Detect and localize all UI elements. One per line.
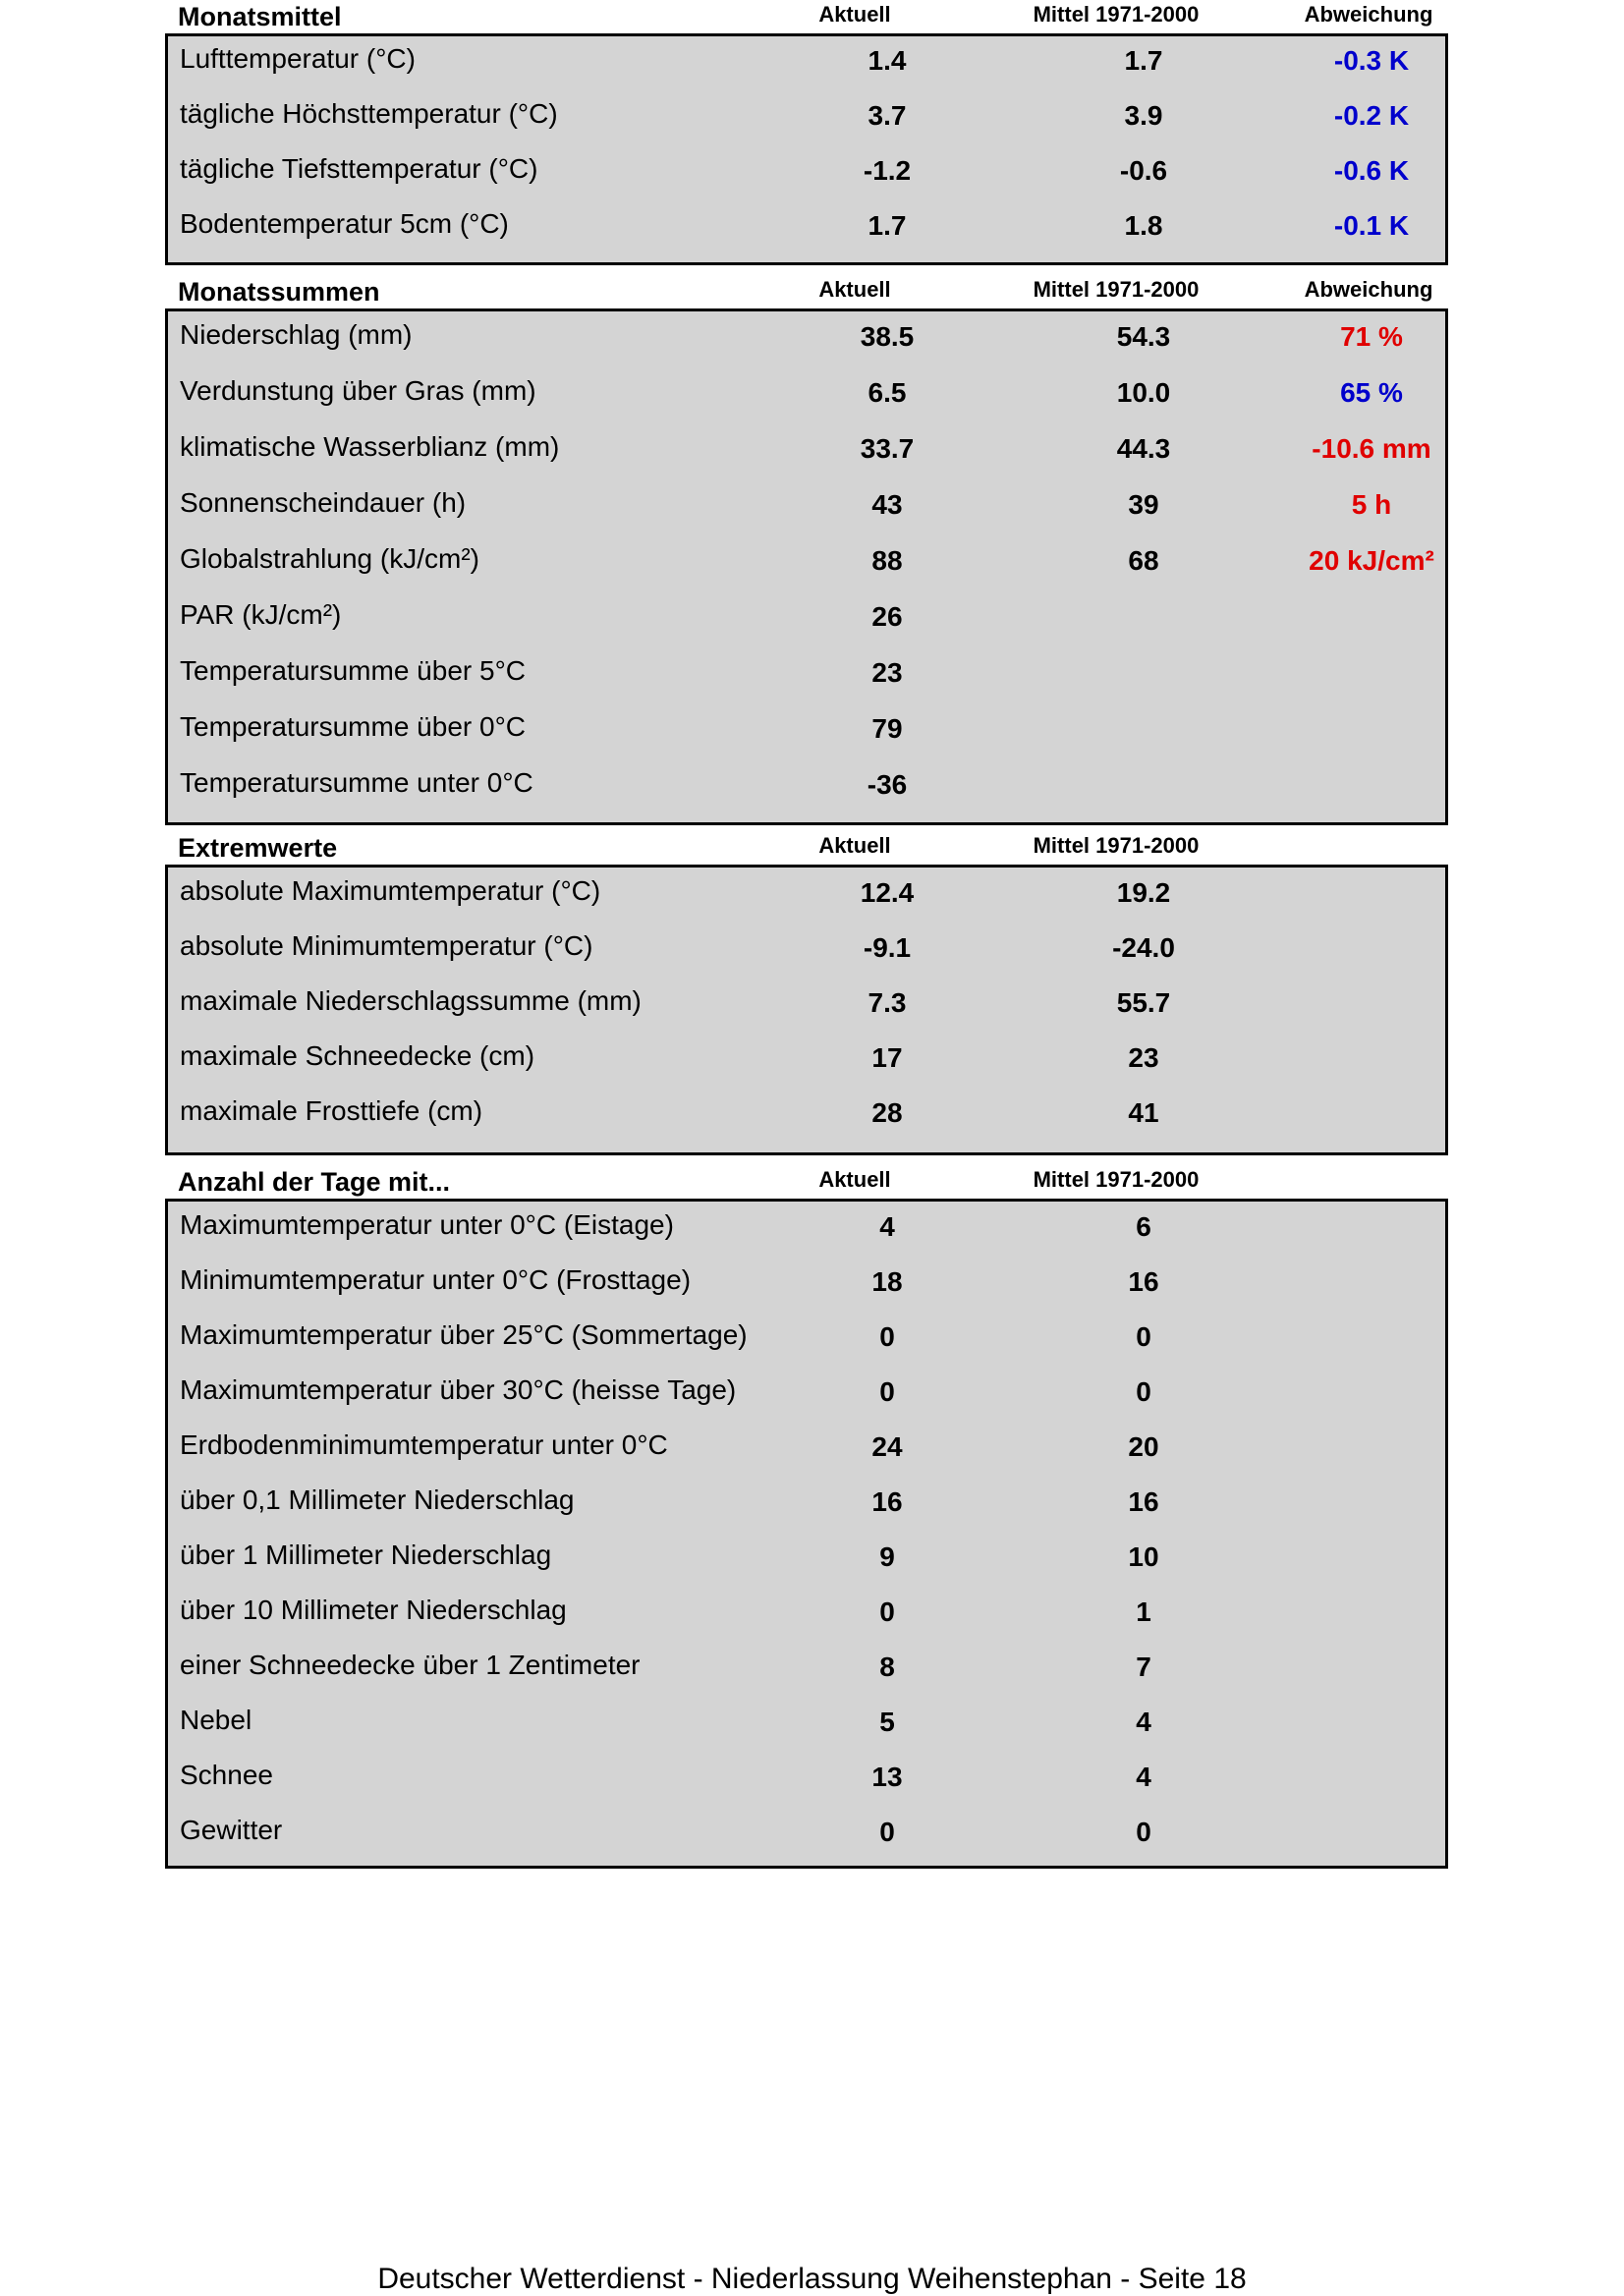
value-abweichung: 5 h bbox=[1351, 489, 1392, 520]
row-label: Globalstrahlung (kJ/cm²) bbox=[180, 543, 479, 574]
column-header-mittel: Mittel 1971-2000 bbox=[1033, 277, 1200, 302]
section-header bbox=[165, 831, 1448, 865]
value-abweichung: 20 kJ/cm² bbox=[1309, 545, 1434, 576]
table-row bbox=[168, 1540, 1445, 1595]
value-aktuell: 33.7 bbox=[860, 433, 915, 464]
table-row bbox=[168, 1374, 1445, 1429]
value-aktuell: 0 bbox=[879, 1596, 895, 1627]
table-row bbox=[168, 1040, 1445, 1095]
value-mittel: 19.2 bbox=[1116, 877, 1171, 908]
value-aktuell: 1.7 bbox=[868, 210, 907, 241]
table-row bbox=[168, 208, 1445, 263]
section-title: Monatsmittel bbox=[178, 2, 342, 31]
value-aktuell: 0 bbox=[879, 1321, 895, 1352]
row-label: Schnee bbox=[180, 1760, 273, 1790]
value-mittel: 3.9 bbox=[1124, 100, 1163, 131]
section-monatssummen bbox=[165, 275, 1448, 825]
table-row bbox=[168, 599, 1445, 655]
value-mittel: 0 bbox=[1136, 1321, 1151, 1352]
section-monatsmittel bbox=[165, 0, 1448, 265]
value-mittel: 6 bbox=[1136, 1211, 1151, 1242]
value-abweichung: -10.6 mm bbox=[1312, 433, 1431, 464]
data-box bbox=[165, 865, 1448, 1155]
value-aktuell: 23 bbox=[871, 657, 903, 688]
value-aktuell: 26 bbox=[871, 601, 903, 632]
column-header-mittel: Mittel 1971-2000 bbox=[1033, 1167, 1200, 1192]
value-mittel: 1.7 bbox=[1124, 45, 1163, 76]
table-row bbox=[168, 431, 1445, 487]
table-row bbox=[168, 153, 1445, 208]
column-header-aktuell: Aktuell bbox=[818, 2, 891, 27]
data-box bbox=[165, 33, 1448, 265]
table-row bbox=[168, 1429, 1445, 1484]
row-label: Maximumtemperatur unter 0°C (Eistage) bbox=[180, 1209, 674, 1240]
value-mittel: 39 bbox=[1128, 489, 1159, 520]
column-header-abweichung: Abweichung bbox=[1304, 2, 1433, 27]
table-row bbox=[168, 1209, 1445, 1264]
value-aktuell: 8 bbox=[879, 1652, 895, 1682]
table-row bbox=[168, 98, 1445, 153]
data-box bbox=[165, 1199, 1448, 1869]
column-header-aktuell: Aktuell bbox=[818, 1167, 891, 1192]
value-aktuell: 6.5 bbox=[868, 377, 907, 408]
value-aktuell: 43 bbox=[871, 489, 903, 520]
value-mittel: 41 bbox=[1128, 1097, 1159, 1128]
value-abweichung: -0.6 K bbox=[1333, 155, 1410, 186]
section-header bbox=[165, 1165, 1448, 1199]
section-extremwerte bbox=[165, 831, 1448, 1155]
row-label: über 10 Millimeter Niederschlag bbox=[180, 1595, 567, 1625]
table-row bbox=[168, 767, 1445, 823]
value-aktuell: 9 bbox=[879, 1541, 895, 1572]
row-label: Maximumtemperatur über 30°C (heisse Tage) bbox=[180, 1374, 737, 1405]
value-aktuell: 3.7 bbox=[868, 100, 907, 131]
value-mittel: 1 bbox=[1136, 1596, 1151, 1627]
table-row bbox=[168, 1760, 1445, 1815]
row-label: über 1 Millimeter Niederschlag bbox=[180, 1540, 552, 1570]
value-mittel: 16 bbox=[1128, 1486, 1159, 1517]
section-header bbox=[165, 0, 1448, 33]
value-mittel: 68 bbox=[1128, 545, 1159, 576]
value-mittel: 44.3 bbox=[1116, 433, 1171, 464]
section-anzahl-tage bbox=[165, 1165, 1448, 1869]
value-mittel: 4 bbox=[1136, 1707, 1151, 1737]
section-title: Anzahl der Tage mit... bbox=[178, 1167, 451, 1197]
row-label: tägliche Höchsttemperatur (°C) bbox=[180, 98, 558, 129]
row-label: maximale Schneedecke (cm) bbox=[180, 1040, 535, 1071]
row-label: absolute Minimumtemperatur (°C) bbox=[180, 930, 593, 961]
value-mittel: 1.8 bbox=[1124, 210, 1163, 241]
value-mittel: 23 bbox=[1128, 1042, 1159, 1073]
value-mittel: -0.6 bbox=[1119, 155, 1168, 186]
value-abweichung: -0.3 K bbox=[1333, 45, 1410, 76]
table-row bbox=[168, 1095, 1445, 1150]
table-row bbox=[168, 875, 1445, 930]
value-mittel: 20 bbox=[1128, 1431, 1159, 1462]
value-aktuell: 7.3 bbox=[868, 987, 907, 1018]
value-aktuell: 12.4 bbox=[860, 877, 915, 908]
row-label: einer Schneedecke über 1 Zentimeter bbox=[180, 1650, 641, 1680]
value-mittel: 55.7 bbox=[1116, 987, 1171, 1018]
value-aktuell: 38.5 bbox=[860, 321, 915, 352]
section-title: Extremwerte bbox=[178, 833, 338, 863]
value-aktuell: -36 bbox=[867, 769, 908, 800]
row-label: tägliche Tiefsttemperatur (°C) bbox=[180, 153, 538, 184]
table-row bbox=[168, 487, 1445, 543]
row-label: Erdbodenminimumtemperatur unter 0°C bbox=[180, 1429, 668, 1460]
table-row bbox=[168, 543, 1445, 599]
page-footer: Deutscher Wetterdienst - Niederlassung Weihenstephan - Seite 18 bbox=[377, 2263, 1247, 2295]
value-aktuell: -1.2 bbox=[863, 155, 912, 186]
value-mittel: 7 bbox=[1136, 1652, 1151, 1682]
value-aktuell: 28 bbox=[871, 1097, 903, 1128]
row-label: Temperatursumme unter 0°C bbox=[180, 767, 533, 798]
row-label: Gewitter bbox=[180, 1815, 283, 1845]
value-mittel: 4 bbox=[1136, 1762, 1151, 1792]
value-aktuell: 0 bbox=[879, 1817, 895, 1847]
row-label: Temperatursumme über 5°C bbox=[180, 655, 526, 686]
table-row bbox=[168, 375, 1445, 431]
row-label: Verdunstung über Gras (mm) bbox=[180, 375, 536, 406]
table-row bbox=[168, 655, 1445, 711]
value-aktuell: 0 bbox=[879, 1376, 895, 1407]
row-label: klimatische Wasserblianz (mm) bbox=[180, 431, 560, 462]
value-aktuell: 16 bbox=[871, 1486, 903, 1517]
value-aktuell: 5 bbox=[879, 1707, 895, 1737]
row-label: maximale Frosttiefe (cm) bbox=[180, 1095, 483, 1126]
row-label: Lufttemperatur (°C) bbox=[180, 43, 416, 74]
value-aktuell: 4 bbox=[879, 1211, 895, 1242]
value-mittel: 0 bbox=[1136, 1376, 1151, 1407]
value-aktuell: 1.4 bbox=[868, 45, 907, 76]
row-label: PAR (kJ/cm²) bbox=[180, 599, 342, 630]
row-label: Minimumtemperatur unter 0°C (Frosttage) bbox=[180, 1264, 692, 1295]
row-label: absolute Maximumtemperatur (°C) bbox=[180, 875, 601, 906]
row-label: Niederschlag (mm) bbox=[180, 319, 413, 350]
section-header bbox=[165, 275, 1448, 308]
table-row bbox=[168, 711, 1445, 767]
row-label: über 0,1 Millimeter Niederschlag bbox=[180, 1484, 575, 1515]
data-box bbox=[165, 308, 1448, 825]
value-aktuell: 24 bbox=[871, 1431, 903, 1462]
value-mittel: 0 bbox=[1136, 1817, 1151, 1847]
value-aktuell: 17 bbox=[871, 1042, 903, 1073]
column-header-aktuell: Aktuell bbox=[818, 833, 891, 858]
value-aktuell: 18 bbox=[871, 1266, 903, 1297]
column-header-aktuell: Aktuell bbox=[818, 277, 891, 302]
value-aktuell: -9.1 bbox=[863, 932, 912, 963]
table-row bbox=[168, 1595, 1445, 1650]
table-row bbox=[168, 1484, 1445, 1540]
table-row bbox=[168, 1705, 1445, 1760]
value-mittel: 54.3 bbox=[1116, 321, 1171, 352]
column-header-mittel: Mittel 1971-2000 bbox=[1033, 833, 1200, 858]
value-mittel: 16 bbox=[1128, 1266, 1159, 1297]
value-abweichung: 71 % bbox=[1340, 321, 1403, 352]
value-mittel: 10.0 bbox=[1116, 377, 1171, 408]
value-mittel: 10 bbox=[1128, 1541, 1159, 1572]
row-label: maximale Niederschlagssumme (mm) bbox=[180, 985, 642, 1016]
value-aktuell: 79 bbox=[871, 713, 903, 744]
value-aktuell: 88 bbox=[871, 545, 903, 576]
value-abweichung: 65 % bbox=[1340, 377, 1403, 408]
column-header-mittel: Mittel 1971-2000 bbox=[1033, 2, 1200, 27]
row-label: Bodentemperatur 5cm (°C) bbox=[180, 208, 509, 239]
value-abweichung: -0.1 K bbox=[1333, 210, 1410, 241]
table-row bbox=[168, 1815, 1445, 1870]
value-aktuell: 13 bbox=[871, 1762, 903, 1792]
column-header-abweichung: Abweichung bbox=[1304, 277, 1433, 302]
table-row bbox=[168, 1264, 1445, 1319]
row-label: Temperatursumme über 0°C bbox=[180, 711, 526, 742]
row-label: Maximumtemperatur über 25°C (Sommertage) bbox=[180, 1319, 748, 1350]
value-mittel: -24.0 bbox=[1112, 932, 1175, 963]
table-row bbox=[168, 319, 1445, 375]
value-abweichung: -0.2 K bbox=[1333, 100, 1410, 131]
section-title: Monatssummen bbox=[178, 277, 380, 307]
table-row bbox=[168, 1650, 1445, 1705]
table-row bbox=[168, 43, 1445, 98]
table-row bbox=[168, 985, 1445, 1040]
table-row bbox=[168, 1319, 1445, 1374]
table-row bbox=[168, 930, 1445, 985]
row-label: Sonnenscheindauer (h) bbox=[180, 487, 467, 518]
row-label: Nebel bbox=[180, 1705, 252, 1735]
